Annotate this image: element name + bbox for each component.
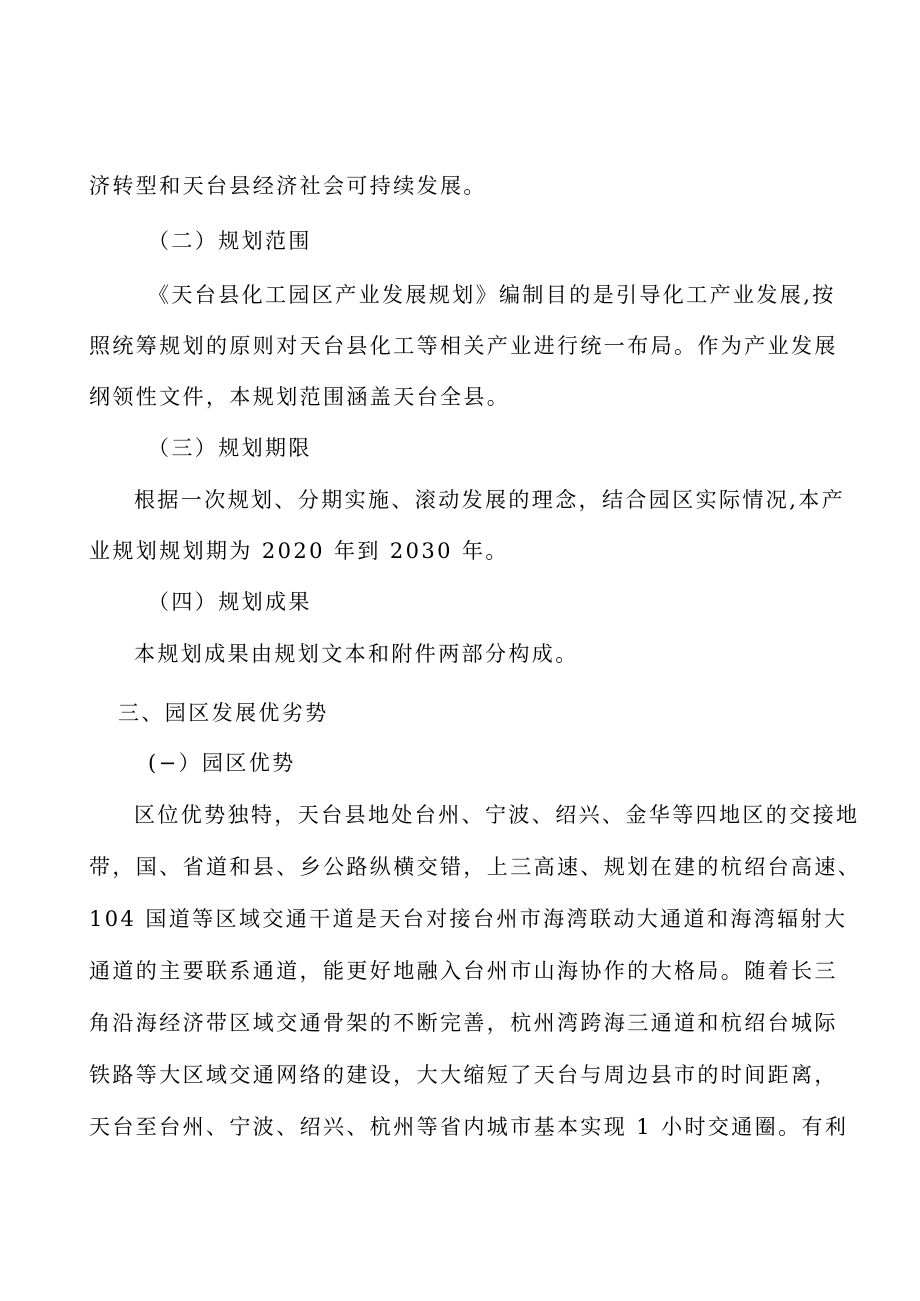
paragraph-line: 本规划成果由规划文本和附件两部分构成。 bbox=[134, 642, 579, 666]
paragraph-line: 业规划规划期为 2020 年到 2030 年。 bbox=[89, 539, 509, 563]
chapter-heading: 三、园区发展优劣势 bbox=[118, 701, 329, 725]
paragraph-line: 带，国、省道和县、乡公路纵横交错，上三高速、规划在建的杭绍台高速、 bbox=[89, 855, 862, 879]
paragraph-line: 纲领性文件，本规划范围涵盖天台全县。 bbox=[89, 385, 511, 409]
paragraph-line: 济转型和天台县经济社会可持续发展。 bbox=[89, 174, 487, 198]
section-heading-scope: （二）规划范围 bbox=[148, 229, 312, 253]
paragraph-line: 天台至台州、宁波、绍兴、杭州等省内城市基本实现 1 小时交通圈。有利 bbox=[89, 1115, 849, 1139]
paragraph-line: 区位优势独特，天台县地处台州、宁波、绍兴、金华等四地区的交接地 bbox=[134, 803, 860, 827]
section-heading-advantages: (−）园区优势 bbox=[148, 751, 296, 775]
paragraph-line: 《天台县化工园区产业发展规划》编制目的是引导化工产业发展,按 bbox=[148, 283, 836, 307]
paragraph-line: 照统筹规划的原则对天台县化工等相关产业进行统一布局。作为产业发展 bbox=[89, 334, 838, 358]
paragraph-line: 根据一次规划、分期实施、滚动发展的理念，结合园区实际情况,本产 bbox=[134, 488, 846, 512]
paragraph-line: 通道的主要联系通道，能更好地融入台州市山海协作的大格局。随着长三 bbox=[89, 959, 838, 983]
paragraph-line: 铁路等大区域交通网络的建设，大大缩短了天台与周边县市的时间距离， bbox=[89, 1063, 838, 1087]
section-heading-results: （四）规划成果 bbox=[148, 590, 312, 614]
paragraph-line: 104 国道等区域交通干道是天台对接台州市海湾联动大通道和海湾辐射大 bbox=[89, 907, 848, 931]
section-heading-period: （三）规划期限 bbox=[148, 436, 312, 460]
paragraph-line: 角沿海经济带区域交通骨架的不断完善，杭州湾跨海三通道和杭绍台城际 bbox=[89, 1011, 838, 1035]
